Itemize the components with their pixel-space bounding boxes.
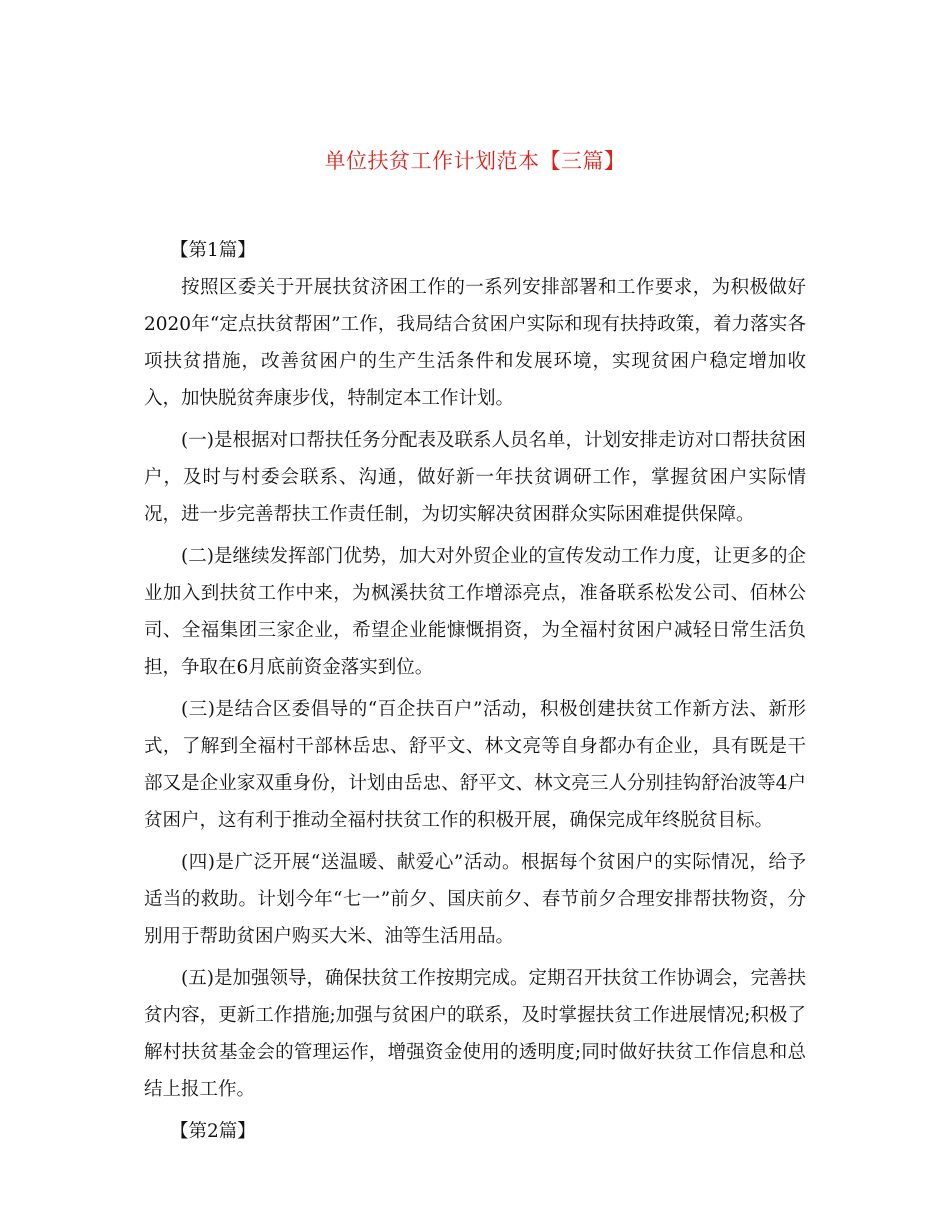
document-body [144, 232, 806, 1150]
paragraph-item-5: (五)是加强领导，确保扶贫工作按期完成。定期召开扶贫工作协调会，完善扶贫内容，更新工作措施;加强与贫困户的联系，及时掌握扶贫工作进展情况;积极了解村扶贫基金会的管理运作，增强资金使用的透明度;同时做好扶贫工作信息和总结上报工作。 [144, 968, 806, 1100]
section-heading-1: 【第1篇】 [170, 240, 256, 261]
paragraph-item-2: (二)是继续发挥部门优势，加大对外贸企业的宣传发动工作力度，让更多的企业加入到扶贫工作中来，为枫溪扶贫工作增添亮点，准备联系松发公司、佰林公司、全福集团三家企业，希望企业能慷慨捐资，为全福村贫困户减轻日常生活负担，争取在6月底前资金落实到位。 [144, 546, 806, 678]
document-title: 单位扶贫工作计划范本【三篇】 [324, 149, 626, 173]
paragraph-item-4: (四)是广泛开展“送温暖、献爱心”活动。根据每个贫困户的实际情况，给予适当的救助。计划今年“七一”前夕、国庆前夕、春节前夕合理安排帮扶物资，分别用于帮助贫困户购买大米、油等生活用品。 [144, 852, 806, 947]
paragraph-item-1: (一)是根据对口帮扶任务分配表及联系人员名单，计划安排走访对口帮扶贫困户，及时与村委会联系、沟通，做好新一年扶贫调研工作，掌握贫困户实际情况，进一步完善帮扶工作责任制，为切实解决贫困群众实际困难提供保障。 [144, 430, 806, 525]
section-heading-2: 【第2篇】 [170, 1121, 256, 1142]
paragraph-item-3: (三)是结合区委倡导的“百企扶百户”活动，积极创建扶贫工作新方法、新形式，了解到全福村干部林岳忠、舒平文、林文亮等自身都办有企业，具有既是干部又是企业家双重身份，计划由岳忠、舒平文、林文亮三人分别挂钩舒治波等4户贫困户，这有利于推动全福村扶贫工作的积极开展，确保完成年终脱贫目标。 [144, 699, 806, 831]
paragraph-intro: 按照区委关于开展扶贫济困工作的一系列安排部署和工作要求，为积极做好2020年“定点扶贫帮困”工作，我局结合贫困户实际和现有扶持政策，着力落实各项扶贫措施，改善贫困户的生产生活条件和发展环境，实现贫困户稳定增加收入，加快脱贫奔康步伐，特制定本工作计划。 [144, 277, 806, 409]
